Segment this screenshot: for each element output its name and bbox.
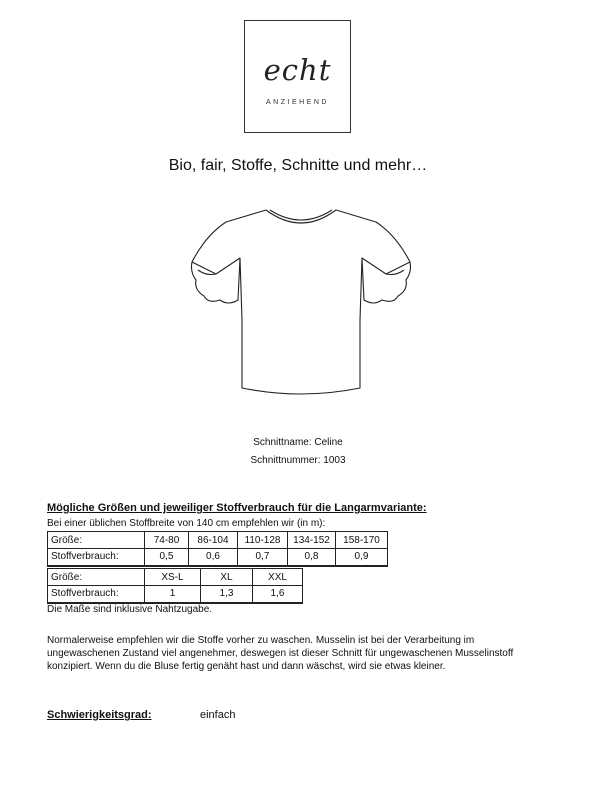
difficulty-label: Schwierigkeitsgrad: (47, 709, 152, 721)
table-cell: XS-L (145, 569, 201, 586)
table-cell: 1,6 (253, 586, 303, 603)
table-cell: 0,6 (189, 549, 238, 566)
table-cell: 74-80 (145, 532, 189, 549)
table-cell: 0,7 (238, 549, 288, 566)
sizes-intro: Bei einer üblichen Stoffbreite von 140 cm empfehlen wir (in m): (47, 518, 326, 529)
size-table-adults (47, 568, 303, 604)
logo (244, 20, 351, 133)
table-cell: 1,3 (201, 586, 253, 603)
sizes-heading: Mögliche Größen und jeweiliger Stoffverbrauch für die Langarmvariante: (47, 502, 427, 514)
table-cell: 0,8 (288, 549, 336, 566)
table-cell: XL (201, 569, 253, 586)
table-row (48, 586, 303, 603)
table-cell: 86-104 (189, 532, 238, 549)
table-cell: 1 (145, 586, 201, 603)
difficulty-value: einfach (200, 709, 236, 721)
table-row (48, 569, 303, 586)
size-table-kids (47, 531, 388, 567)
table-cell: 0,5 (145, 549, 189, 566)
table-cell: 0,9 (336, 549, 388, 566)
pattern-name: Schnittname: Celine (253, 437, 343, 448)
table-cell: Stoffverbrauch: (48, 586, 145, 603)
logo-script-text: echt (263, 53, 332, 87)
table-cell: 110-128 (238, 532, 288, 549)
tagline: Bio, fair, Stoffe, Schnitte und mehr… (168, 157, 428, 174)
logo-subtitle: ANZIEHEND (266, 99, 329, 106)
table-cell: Größe: (48, 569, 145, 586)
table-row (48, 532, 388, 549)
pattern-number: Schnittnummer: 1003 (250, 455, 346, 466)
washing-paragraph: Normalerweise empfehlen wir die Stoffe vorher zu waschen. Musselin ist bei der Verarbeitung im ungewaschenen Zustand viel angenehmer, deswegen ist dieser Schnitt für ungewaschenen Musselinstoff konzipiert. Wenn du die Bluse fertig genäht hast und dann wäschst, wird sie etwas kleiner. (47, 635, 514, 672)
table-cell: XXL (253, 569, 303, 586)
table-row (48, 549, 388, 566)
table-cell: 134-152 (288, 532, 336, 549)
shirt-illustration (186, 200, 416, 400)
table-cell: Größe: (48, 532, 145, 549)
table-cell: Stoffverbrauch: (48, 549, 145, 566)
table-cell: 158-170 (336, 532, 388, 549)
seam-allowance-note: Die Maße sind inklusive Nahtzugabe. (47, 604, 213, 615)
